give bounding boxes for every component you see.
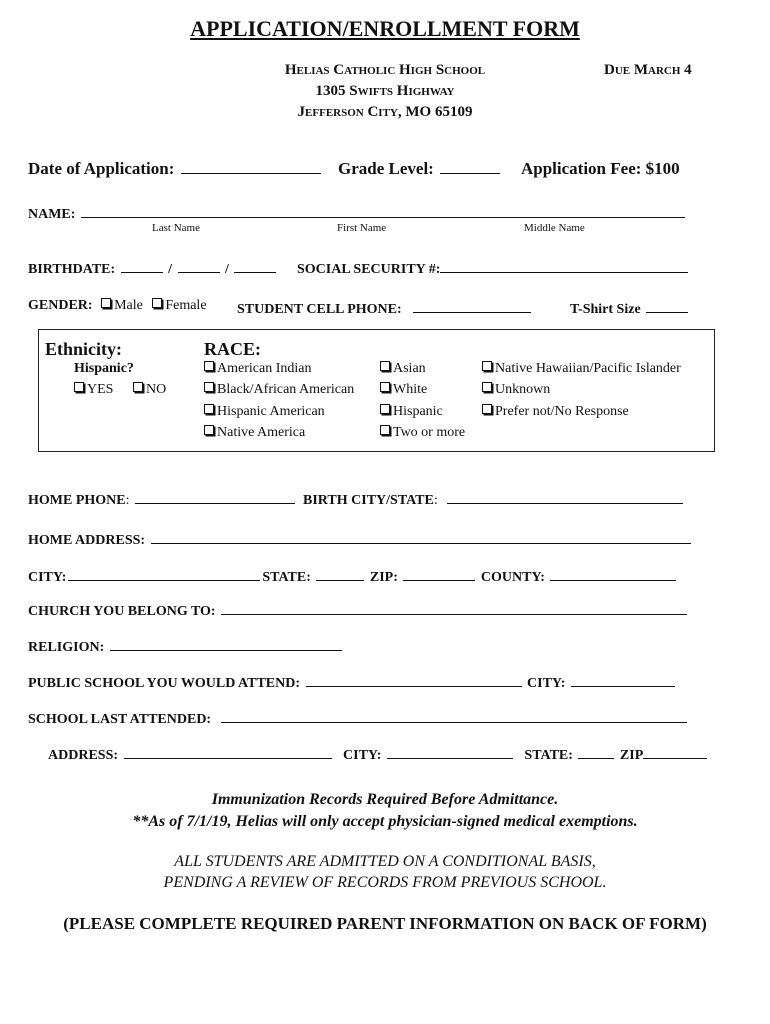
birth-day-field[interactable] [178, 258, 220, 273]
race-checkbox[interactable] [380, 404, 390, 414]
public-school-field[interactable] [306, 672, 522, 687]
race-checkbox[interactable] [204, 404, 214, 414]
race-option[interactable]: American Indian [204, 361, 311, 377]
race-checkbox[interactable] [482, 404, 492, 414]
application-fee-value: $100 [645, 159, 680, 178]
birth-city-field[interactable] [447, 489, 683, 504]
school-address-line1: 1305 Swifts Highway [315, 83, 455, 99]
birthdate-label: BIRTHDATE: [28, 262, 116, 277]
school-address-line2: Jefferson City, MO 65109 [297, 104, 473, 120]
state-label: STATE: [262, 570, 311, 585]
birth-city-row: BIRTH CITY/STATE: [303, 489, 685, 509]
grade-level-label: Grade Level: [338, 159, 434, 178]
last-name-caption: Last Name [152, 222, 200, 234]
name-label: NAME: [28, 207, 76, 222]
public-school-city-label: CITY: [527, 676, 566, 691]
date-slash: / [225, 262, 229, 277]
male-checkbox[interactable] [101, 298, 111, 308]
hispanic-yes-option[interactable]: YES [74, 382, 113, 398]
home-phone-label: HOME PHONE [28, 493, 126, 508]
last-school-zip-field[interactable] [643, 744, 707, 759]
hispanic-no-checkbox[interactable] [133, 382, 143, 392]
birthdate-row [28, 258, 278, 278]
birth-month-field[interactable] [121, 258, 163, 273]
race-heading: RACE: [204, 339, 261, 359]
race-checkbox[interactable] [482, 361, 492, 371]
grade-level-row [338, 159, 502, 179]
race-option[interactable]: Hispanic American [204, 404, 325, 420]
immunization-note: Immunization Records Required Before Admittance. [211, 791, 559, 808]
middle-name-caption: Middle Name [524, 222, 585, 234]
race-checkbox[interactable] [482, 382, 492, 392]
date-of-application-label: Date of Application: [28, 159, 175, 178]
birth-year-field[interactable] [234, 258, 276, 273]
name-field[interactable] [81, 203, 685, 218]
race-option[interactable]: Prefer not/No Response [482, 404, 629, 420]
hispanic-yes-checkbox[interactable] [74, 382, 84, 392]
female-checkbox[interactable] [152, 298, 162, 308]
due-date: Due March 4 [604, 62, 692, 78]
race-checkbox[interactable] [380, 361, 390, 371]
last-school-row [28, 708, 689, 728]
student-cell-label: STUDENT CELL PHONE: [237, 302, 402, 317]
female-option[interactable]: Female [152, 298, 206, 313]
application-date-row [28, 159, 323, 179]
church-row [28, 600, 689, 620]
exemption-note: **As of 7/1/19, Helias will only accept physician-signed medical exemptions. [132, 813, 638, 830]
race-option[interactable]: Native America [204, 425, 305, 441]
race-option[interactable]: Unknown [482, 382, 550, 398]
public-school-label: PUBLIC SCHOOL YOU WOULD ATTEND: [28, 676, 301, 691]
student-cell-row [237, 298, 533, 318]
state-field[interactable] [316, 566, 364, 581]
last-school-state-field[interactable] [578, 744, 614, 759]
school-name: Helias Catholic High School [284, 62, 486, 78]
first-name-caption: First Name [337, 222, 387, 234]
last-school-zip-label: ZIP [619, 748, 644, 763]
home-address-label: HOME ADDRESS: [28, 533, 146, 548]
home-phone-row: HOME PHONE: [28, 489, 297, 509]
conditional-note-line2: PENDING A REVIEW OF RECORDS FROM PREVIOUS SCHOOL. [163, 874, 607, 891]
race-checkbox[interactable] [204, 425, 214, 435]
religion-row [28, 636, 344, 656]
student-cell-field[interactable] [413, 298, 531, 313]
tshirt-row [570, 298, 690, 318]
back-of-form-note: (PLEASE COMPLETE REQUIRED PARENT INFORMATION ON BACK OF FORM) [63, 914, 707, 933]
home-address-field[interactable] [151, 529, 691, 544]
home-phone-field[interactable] [135, 489, 295, 504]
last-school-label: SCHOOL LAST ATTENDED: [28, 712, 212, 727]
race-checkbox[interactable] [380, 382, 390, 392]
race-option[interactable]: Black/African American [204, 382, 354, 398]
city-state-zip-row [28, 566, 678, 586]
last-school-field[interactable] [221, 708, 687, 723]
race-option[interactable]: Asian [380, 361, 426, 377]
gender-label: GENDER: [28, 298, 93, 313]
tshirt-label: T-Shirt Size [570, 302, 641, 317]
county-label: COUNTY: [480, 570, 545, 585]
date-slash: / [168, 262, 173, 277]
ssn-field[interactable] [440, 258, 688, 273]
gender-row [28, 298, 207, 314]
city-field[interactable] [68, 566, 260, 581]
race-option[interactable]: Native Hawaiian/Pacific Islander [482, 361, 681, 377]
application-fee-row [521, 159, 680, 179]
race-checkbox[interactable] [204, 382, 214, 392]
name-row [28, 203, 687, 223]
grade-level-field[interactable] [440, 159, 500, 174]
application-fee-label: Application Fee: [521, 159, 642, 178]
form-title: APPLICATION/ENROLLMENT FORM [190, 16, 580, 41]
zip-label: ZIP: [369, 570, 398, 585]
race-checkbox[interactable] [380, 425, 390, 435]
conditional-note-line1: ALL STUDENTS ARE ADMITTED ON A CONDITIONAL BASIS, [174, 853, 596, 870]
hispanic-question: Hispanic? [74, 361, 134, 376]
race-option[interactable]: White [380, 382, 427, 398]
home-address-row [28, 529, 693, 549]
last-school-address-label: ADDRESS: [48, 748, 119, 763]
religion-label: RELIGION: [28, 640, 105, 655]
city-label: CITY: [28, 570, 67, 585]
race-option[interactable]: Two or more [380, 425, 465, 441]
county-field[interactable] [550, 566, 676, 581]
race-option[interactable]: Hispanic [380, 404, 443, 420]
tshirt-field[interactable] [646, 298, 688, 313]
public-school-row [28, 672, 677, 692]
religion-field[interactable] [110, 636, 342, 651]
last-school-city-field[interactable] [387, 744, 513, 759]
male-option[interactable]: Male [101, 298, 143, 313]
date-of-application-field[interactable] [181, 159, 321, 174]
last-school-state-label: STATE: [524, 748, 573, 763]
church-field[interactable] [221, 600, 687, 615]
ethnicity-heading: Ethnicity: [45, 339, 123, 359]
church-label: CHURCH YOU BELONG TO: [28, 604, 216, 619]
race-checkbox[interactable] [204, 361, 214, 371]
last-school-city-label: CITY: [343, 748, 382, 763]
zip-field[interactable] [403, 566, 475, 581]
hispanic-no-option[interactable]: NO [133, 382, 166, 398]
ssn-label: SOCIAL SECURITY #: [297, 262, 441, 277]
public-school-city-field[interactable] [571, 672, 675, 687]
ssn-row [297, 258, 690, 278]
last-school-address-row [48, 744, 709, 764]
last-school-address-field[interactable] [124, 744, 332, 759]
birth-city-label: BIRTH CITY/STATE [303, 493, 434, 508]
